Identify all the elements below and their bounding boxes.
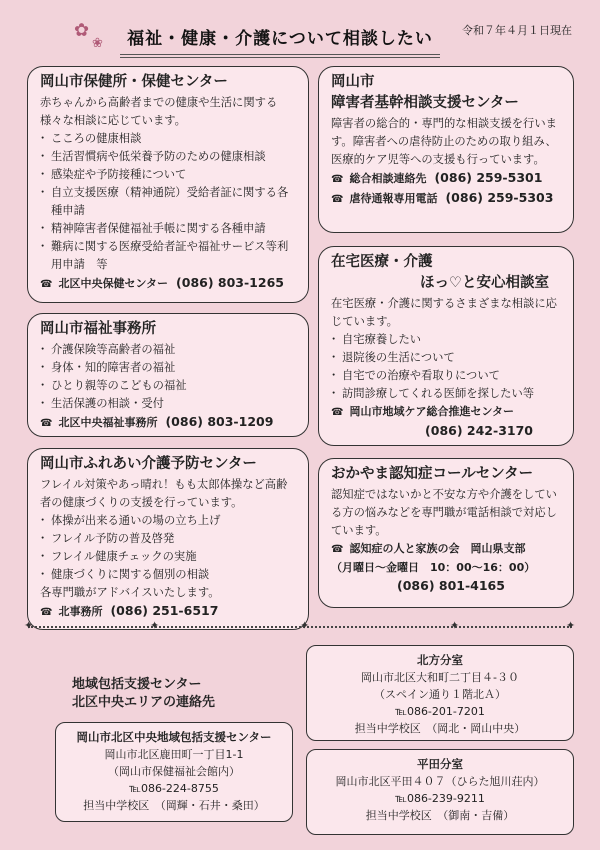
phone-icon: ☎ bbox=[40, 279, 53, 290]
chiiki-title-1: 地域包括支援センター bbox=[72, 677, 202, 692]
page-title: 福祉・健康・介護について相談したい bbox=[120, 24, 440, 58]
tel-number: (086) 251-6517 bbox=[110, 603, 219, 618]
tel-number: (086) 242-3170 bbox=[425, 423, 533, 438]
hokenjo-desc: 赤ちゃんから高齢者までの健康や生活に関する様々な相談に応じています。 bbox=[40, 96, 278, 127]
tel-label: 虐待通報専用電話 bbox=[349, 192, 438, 205]
list-item: ・ フレイル予防の普及啓発 bbox=[40, 530, 298, 548]
fureai-note: 各専門職がアドバイスいたします。 bbox=[40, 586, 220, 599]
shogai-title-1: 岡山市 bbox=[331, 74, 375, 90]
list-item: ・ 生活保護の相談・受付 bbox=[40, 395, 298, 413]
list-item: ・ 介護保険等高齢者の福祉 bbox=[40, 341, 298, 359]
flower-icon: ❀ bbox=[92, 36, 103, 51]
shogai-desc: 障害者の総合的・専門的な相談支援を行います。障害者への虐待防止のための取り組み、医療的ケア児等への支援も行っています。 bbox=[331, 117, 557, 166]
center-address: 岡山市北区鹿田町一丁目1-1 bbox=[104, 748, 244, 761]
hokenjo-title: 岡山市保健所・保健センター bbox=[40, 74, 228, 90]
tel-label: 認知症の人と家族の会 岡山県支部 bbox=[349, 542, 526, 555]
kita-address-2: （スペイン通り１階北Ａ） bbox=[374, 688, 506, 701]
shogai-tel-1[interactable] bbox=[331, 169, 563, 189]
list-item: ・ 体操が出来る通いの場の立ち上げ bbox=[40, 512, 298, 530]
hirata-name: 平田分室 bbox=[417, 757, 463, 771]
chiiki-heading bbox=[72, 676, 215, 712]
flower-icon: ✿ bbox=[74, 20, 90, 41]
zaitaku-desc: 在宅医療・介護に関するさまざまな相談に応じています。 bbox=[331, 297, 557, 328]
kita-branch-box bbox=[306, 645, 574, 741]
star-icon: ✦ bbox=[300, 619, 310, 632]
list-item: ・ 生活習慣病や低栄養予防のための健康相談 bbox=[40, 148, 298, 166]
center-address-2: （岡山市保健福祉会館内） bbox=[108, 765, 240, 778]
fukushi-title: 岡山市福祉事務所 bbox=[40, 321, 156, 337]
hirata-address: 岡山市北区平田４０７（ひらた旭川荘内） bbox=[335, 775, 545, 788]
date-label: 令和７年４月１日現在 bbox=[462, 24, 572, 37]
shogai-tel-2[interactable] bbox=[331, 189, 563, 209]
ninchi-tel-label bbox=[331, 540, 563, 559]
kita-address: 岡山市北区大和町二丁目４-３０ bbox=[361, 671, 519, 684]
list-item: ・ 訪問診療してくれる医師を探したい等 bbox=[331, 385, 563, 403]
phone-icon: ☎ bbox=[40, 418, 53, 429]
star-icon: ✦ bbox=[566, 619, 576, 632]
phone-icon: ☎ bbox=[331, 174, 344, 185]
tel-number: (086) 259-5303 bbox=[445, 190, 554, 205]
list-item: ・ 自宅療養したい bbox=[331, 331, 563, 349]
star-icon: ✦ bbox=[150, 619, 160, 632]
list-item: ・ こころの健康相談 bbox=[40, 130, 298, 148]
shogai-box bbox=[318, 66, 574, 233]
ninchi-title: おかやま認知症コールセンター bbox=[331, 466, 534, 482]
hokenjo-tel[interactable] bbox=[40, 274, 298, 294]
center-name: 岡山市北区中央地域包括支援センター bbox=[76, 730, 272, 744]
fukushi-tel[interactable] bbox=[40, 413, 298, 433]
ninchi-box bbox=[318, 458, 574, 608]
ninchi-hours: （月曜日～金曜日 10：00～16：00） bbox=[331, 561, 536, 574]
list-item: ・ 自立支援医療（精神通院）受給者証に関する各種申請 bbox=[40, 184, 298, 220]
fureai-tel[interactable] bbox=[40, 602, 298, 622]
ninchi-tel[interactable] bbox=[331, 577, 563, 596]
list-item: ・ ひとり親等のこどもの福祉 bbox=[40, 377, 298, 395]
fureai-box bbox=[27, 448, 309, 630]
center-schools: 担当中学校区 （岡輝・石井・桑田） bbox=[83, 799, 265, 812]
tel-label: 北区中央福祉事務所 bbox=[58, 416, 158, 429]
list-item: ・ 感染症や予防接種について bbox=[40, 166, 298, 184]
zaitaku-box bbox=[318, 246, 574, 446]
kita-tel[interactable]: ℡086-201-7201 bbox=[395, 705, 485, 718]
phone-icon: ☎ bbox=[331, 407, 344, 418]
hirata-schools: 担当中学校区 （御南・吉備） bbox=[365, 809, 515, 822]
hirata-tel[interactable]: ℡086-239-9211 bbox=[395, 792, 485, 805]
list-item: ・ 退院後の生活について bbox=[331, 349, 563, 367]
star-icon: ✦ bbox=[24, 619, 34, 632]
tel-label: 北区中央保健センター bbox=[58, 277, 169, 290]
central-center-box bbox=[55, 722, 293, 822]
zaitaku-title-2: ほっ♡と安心相談室 bbox=[420, 275, 549, 291]
center-tel[interactable]: ℡086-224-8755 bbox=[129, 782, 219, 795]
kita-schools: 担当中学校区 （岡北・岡山中央） bbox=[354, 722, 526, 735]
list-item: ・ 健康づくりに関する個別の相談 bbox=[40, 566, 298, 584]
hokenjo-box bbox=[27, 66, 309, 303]
list-item: ・ フレイル健康チェックの実施 bbox=[40, 548, 298, 566]
zaitaku-tel[interactable] bbox=[331, 422, 563, 441]
list-item: ・ 難病に関する医療受給者証や福祉サービス等利用申請 等 bbox=[40, 238, 298, 274]
tel-number: (086) 803-1209 bbox=[165, 414, 274, 429]
tel-number: (086) 801-4165 bbox=[397, 578, 505, 593]
tel-number: (086) 259-5301 bbox=[434, 170, 543, 185]
star-icon: ✦ bbox=[450, 619, 460, 632]
list-item: ・ 自宅での治療や看取りについて bbox=[331, 367, 563, 385]
ninchi-desc: 認知症ではないかと不安な方や介護をしている方の悩みなどを専門職が電話相談で対応しています。 bbox=[331, 488, 557, 537]
fureai-desc: フレイル対策やあっ晴れ！もも太郎体操など高齢者の健康づくりの支援を行っています。 bbox=[40, 478, 288, 509]
tel-label: 総合相談連絡先 bbox=[349, 172, 427, 185]
kita-name: 北方分室 bbox=[417, 653, 463, 667]
hirata-branch-box bbox=[306, 749, 574, 835]
zaitaku-title-1: 在宅医療・介護 bbox=[331, 254, 433, 270]
fukushi-box bbox=[27, 313, 309, 437]
zaitaku-tel-label bbox=[331, 403, 563, 422]
tel-label: 岡山市地域ケア総合推進センター bbox=[349, 405, 515, 418]
chiiki-title-2: 北区中央エリアの連絡先 bbox=[72, 695, 216, 710]
tel-number: (086) 803-1265 bbox=[176, 275, 284, 290]
tel-label: 北事務所 bbox=[58, 605, 103, 618]
phone-icon: ☎ bbox=[40, 607, 53, 618]
fureai-title: 岡山市ふれあい介護予防センター bbox=[40, 456, 257, 472]
phone-icon: ☎ bbox=[331, 194, 344, 205]
phone-icon: ☎ bbox=[331, 544, 344, 555]
list-item: ・ 身体・知的障害者の福祉 bbox=[40, 359, 298, 377]
list-item: ・ 精神障害者保健福祉手帳に関する各種申請 bbox=[40, 220, 298, 238]
shogai-title-2: 障害者基幹相談支援センター bbox=[331, 95, 519, 111]
